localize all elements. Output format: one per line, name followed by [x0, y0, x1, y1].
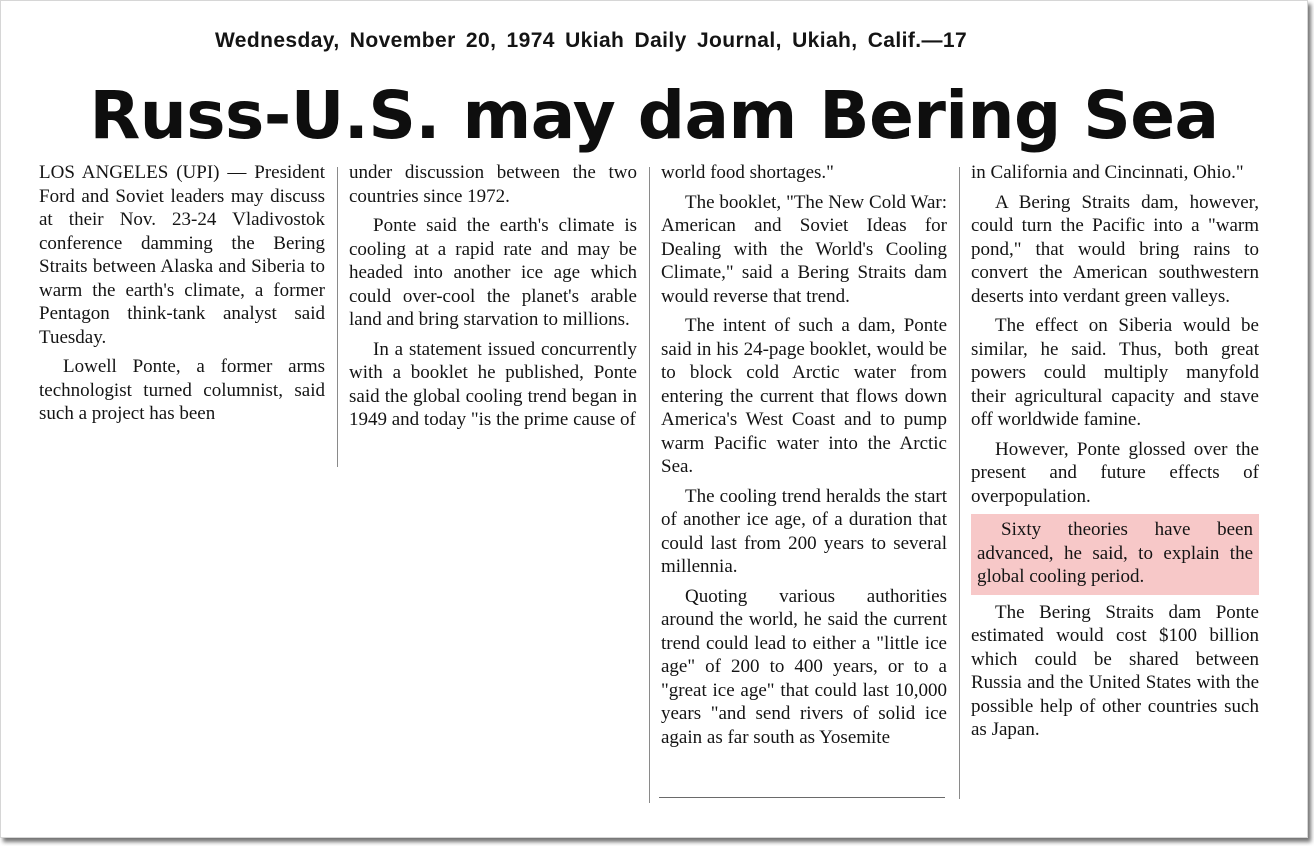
paragraph: The intent of such a dam, Ponte said in his 24-page booklet, would be to block cold Arctic water from entering the current that flows down America's West Coast and to pump warm Pacific water into the Arctic Sea. [661, 315, 947, 477]
column-rule [649, 167, 650, 803]
paragraph: Lowell Ponte, a former arms technologist turned columnist, said such a project has been [39, 356, 325, 424]
paragraph: The Bering Straits dam Ponte estimated would cost $100 billion which could be shared between Russia and the United States with the possible help of other countries such as Japan. [971, 601, 1259, 740]
paragraph: In a statement issued concurrently with a booklet he published, Ponte said the global cooling trend began in 1949 and today "is the prime cause of [349, 338, 637, 430]
paragraph: Ponte said the earth's climate is cooling at a rapid rate and may be headed into another ice age which could over-cool the planet's arable land and bring starvation to millions. [349, 215, 637, 330]
article-column-4 [971, 161, 1259, 748]
highlighted-paragraph: Sixty theories have been advanced, he said, to explain the global cooling period. [971, 514, 1259, 595]
paragraph: Quoting various authorities around the world, he said the current trend could lead to either a "little ice age" of 200 to 400 years, or to a "great ice age" that could last 10,000 years "and send rivers of solid ice again as far south as Yosemite [661, 585, 947, 748]
paragraph: However, Ponte glossed over the present and future effects of overpopulation. [971, 438, 1259, 507]
paragraph: world food shortages." [661, 162, 834, 183]
article-column-3 [661, 161, 947, 755]
column-rule [959, 167, 960, 799]
paragraph: in California and Cincinnati, Ohio." [971, 162, 1244, 183]
column-rule [337, 167, 338, 467]
paragraph: under discussion between the two countries since 1972. [349, 162, 637, 207]
paragraph: A Bering Straits dam, however, could turn the Pacific into a "warm pond," that would bring rains to convert the American southwestern deserts into verdant green valleys. [971, 191, 1259, 307]
article-column-1 [39, 161, 325, 432]
paragraph: The effect on Siberia would be similar, he said. Thus, both great powers could multiply manyfold their agricultural capacity and stave off worldwide famine. [971, 315, 1259, 430]
dateline: Wednesday, November 20, 1974 Ukiah Daily Journal, Ukiah, Calif.—17 [214, 29, 968, 52]
article-column-2 [349, 161, 637, 438]
headline: Russ-U.S. may dam Bering Sea [89, 77, 1219, 154]
underline-mark [659, 797, 945, 798]
paragraph: The booklet, "The New Cold War: American and Soviet Ideas for Dealing with the World's Cooling Climate," said a Bering Straits dam would reverse that trend. [661, 191, 947, 307]
paragraph: LOS ANGELES (UPI) — President Ford and Soviet leaders may discuss at their Nov. 23-24 Vladivostok conference damming the Bering Straits between Alaska and Siberia to warm the earth's climate, a former Pentagon think-tank analyst said Tuesday. [39, 162, 325, 348]
paragraph: The cooling trend heralds the start of another ice age, of a duration that could last from 200 years to several millennia. [661, 485, 947, 577]
